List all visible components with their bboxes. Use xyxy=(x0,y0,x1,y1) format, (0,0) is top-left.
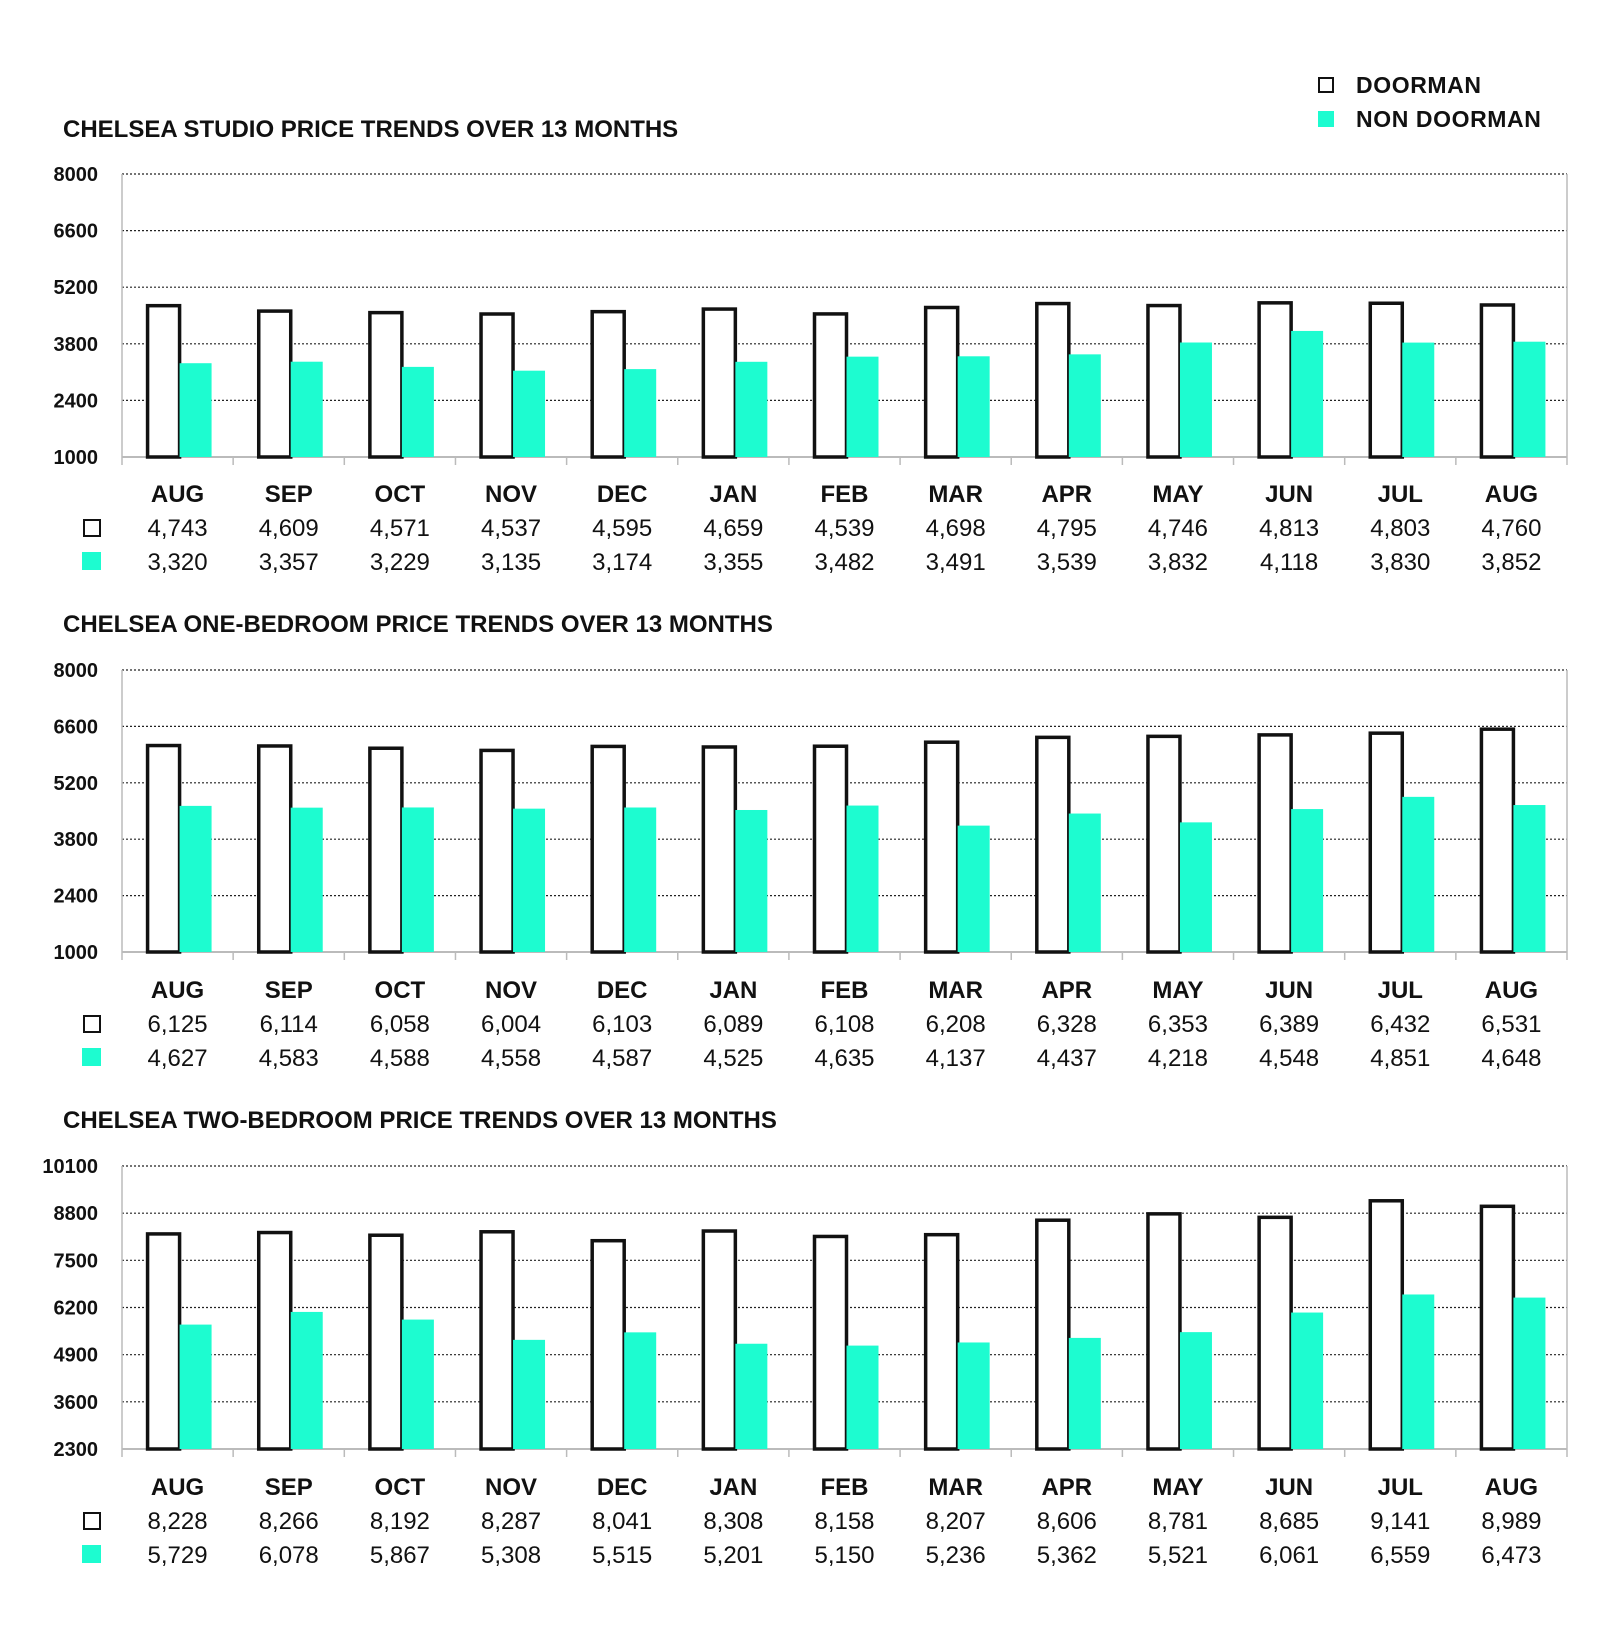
x-tick-label: DEC xyxy=(596,481,648,508)
data-label-doorman: 4,609 xyxy=(258,515,319,542)
bar-doorman xyxy=(1148,306,1180,457)
bar-non-doorman xyxy=(513,371,545,457)
bar-doorman xyxy=(1370,733,1402,952)
bar-doorman xyxy=(1481,1206,1513,1449)
data-label-non-doorman: 3,832 xyxy=(1147,549,1208,576)
data-label-non-doorman: 5,362 xyxy=(1036,1542,1097,1569)
bar-doorman xyxy=(1370,303,1402,457)
bar-non-doorman xyxy=(402,807,434,952)
data-label-doorman: 6,004 xyxy=(481,1011,542,1038)
data-label-non-doorman: 5,521 xyxy=(1147,1542,1208,1569)
bar-non-doorman xyxy=(847,1346,879,1449)
bar-non-doorman xyxy=(847,357,879,457)
y-tick-label: 3600 xyxy=(53,1391,98,1414)
data-label-doorman: 8,685 xyxy=(1259,1508,1320,1535)
data-label-doorman: 4,595 xyxy=(592,515,653,542)
x-tick-label: MAR xyxy=(928,481,983,508)
bar-non-doorman xyxy=(958,826,990,952)
bar-doorman xyxy=(703,309,735,457)
x-tick-label: APR xyxy=(1041,1474,1093,1501)
data-label-non-doorman: 3,355 xyxy=(703,549,764,576)
y-tick-label: 2400 xyxy=(53,390,98,413)
bar-doorman xyxy=(703,1231,735,1449)
data-label-non-doorman: 4,218 xyxy=(1147,1045,1208,1072)
doorman-row-marker-icon xyxy=(84,520,100,536)
data-label-doorman: 8,158 xyxy=(814,1508,875,1535)
x-tick-label: APR xyxy=(1041,977,1093,1004)
chart-title: CHELSEA STUDIO PRICE TRENDS OVER 13 MONTHS xyxy=(63,116,679,143)
data-label-doorman: 8,266 xyxy=(258,1508,319,1535)
y-tick-label: 8800 xyxy=(53,1203,98,1226)
bar-doorman xyxy=(1481,305,1513,457)
legend-label-doorman: DOORMAN xyxy=(1356,71,1482,98)
y-tick-label: 8000 xyxy=(53,660,98,682)
bar-non-doorman xyxy=(1513,805,1545,952)
data-label-non-doorman: 3,229 xyxy=(369,549,430,576)
y-tick-label: 3800 xyxy=(53,829,98,852)
data-label-non-doorman: 3,357 xyxy=(258,549,319,576)
data-label-non-doorman: 4,118 xyxy=(1259,549,1319,576)
bar-doorman xyxy=(926,742,958,952)
y-tick-label: 6200 xyxy=(53,1297,98,1320)
bar-doorman xyxy=(592,312,624,457)
data-label-non-doorman: 4,851 xyxy=(1370,1045,1431,1072)
data-label-doorman: 4,760 xyxy=(1481,515,1542,542)
data-label-doorman: 4,698 xyxy=(925,515,986,542)
bar-doorman xyxy=(259,1233,291,1449)
bar-non-doorman xyxy=(624,1332,656,1449)
data-label-doorman: 4,659 xyxy=(703,515,764,542)
bar-non-doorman xyxy=(1513,1298,1545,1449)
x-tick-label: JUN xyxy=(1265,1474,1314,1501)
bar-non-doorman xyxy=(1402,797,1434,952)
data-label-non-doorman: 4,627 xyxy=(147,1045,208,1072)
bar-non-doorman xyxy=(1291,1313,1323,1449)
bar-doorman xyxy=(1259,303,1291,457)
data-label-non-doorman: 5,867 xyxy=(369,1542,430,1569)
data-label-non-doorman: 3,491 xyxy=(925,549,986,576)
bar-non-doorman xyxy=(1069,814,1101,952)
bar-non-doorman xyxy=(735,810,767,952)
data-label-doorman: 8,192 xyxy=(369,1508,430,1535)
y-tick-label: 8000 xyxy=(53,164,98,186)
data-label-non-doorman: 3,830 xyxy=(1370,549,1431,576)
data-label-doorman: 6,089 xyxy=(703,1011,764,1038)
data-label-doorman: 4,571 xyxy=(369,515,430,542)
data-label-non-doorman: 4,635 xyxy=(814,1045,875,1072)
bar-doorman xyxy=(481,1232,513,1449)
bar-non-doorman xyxy=(735,1344,767,1449)
data-label-doorman: 8,989 xyxy=(1481,1508,1542,1535)
x-tick-label: DEC xyxy=(596,977,648,1004)
x-tick-label: MAY xyxy=(1152,1474,1204,1501)
x-tick-label: AUG xyxy=(1484,977,1539,1004)
bar-non-doorman xyxy=(958,356,990,457)
x-tick-label: FEB xyxy=(820,977,869,1004)
x-tick-label: OCT xyxy=(374,1474,426,1501)
x-tick-label: MAY xyxy=(1152,977,1204,1004)
bar-non-doorman xyxy=(291,362,323,457)
doorman-row-marker-icon xyxy=(84,1016,100,1032)
data-label-doorman: 4,537 xyxy=(481,515,542,542)
x-tick-label: JAN xyxy=(709,977,758,1004)
x-tick-label: AUG xyxy=(150,481,205,508)
bar-doorman xyxy=(1148,736,1180,952)
chart-panel-3 xyxy=(42,1107,1567,1569)
x-tick-label: OCT xyxy=(374,481,426,508)
chart-panel-2 xyxy=(54,611,1568,1072)
bar-non-doorman xyxy=(1291,331,1323,457)
bar-doorman xyxy=(1259,1217,1291,1449)
y-tick-label: 7500 xyxy=(53,1250,98,1273)
bar-doorman xyxy=(1037,304,1069,457)
data-label-non-doorman: 6,061 xyxy=(1259,1542,1320,1569)
bar-doorman xyxy=(592,1241,624,1449)
data-label-non-doorman: 3,320 xyxy=(147,549,208,576)
bar-doorman xyxy=(148,746,180,952)
data-label-doorman: 6,531 xyxy=(1481,1011,1542,1038)
x-tick-label: JUL xyxy=(1377,481,1423,508)
bar-non-doorman xyxy=(1180,1332,1212,1449)
bar-doorman xyxy=(1037,737,1069,952)
data-label-doorman: 8,228 xyxy=(147,1508,208,1535)
data-label-doorman: 4,743 xyxy=(147,515,208,542)
x-tick-label: MAR xyxy=(928,977,983,1004)
x-tick-label: SEP xyxy=(264,977,313,1004)
bar-doorman xyxy=(926,1235,958,1449)
bar-non-doorman xyxy=(402,367,434,457)
doorman-row-marker-icon xyxy=(84,1513,100,1529)
bar-non-doorman xyxy=(847,806,879,952)
bar-doorman xyxy=(259,311,291,457)
data-label-doorman: 6,432 xyxy=(1370,1011,1431,1038)
y-tick-label: 10100 xyxy=(42,1156,98,1178)
bar-doorman xyxy=(815,314,847,457)
data-label-doorman: 6,114 xyxy=(259,1011,318,1038)
non-doorman-row-marker-icon xyxy=(82,1545,101,1563)
data-label-doorman: 8,781 xyxy=(1147,1508,1208,1535)
data-label-non-doorman: 5,150 xyxy=(814,1542,875,1569)
data-label-non-doorman: 3,852 xyxy=(1481,549,1542,576)
bar-non-doorman xyxy=(180,1325,212,1449)
data-label-non-doorman: 3,135 xyxy=(481,549,542,576)
y-tick-label: 2400 xyxy=(53,885,98,908)
bar-non-doorman xyxy=(624,369,656,457)
bar-non-doorman xyxy=(1180,343,1212,457)
bar-doorman xyxy=(148,306,180,457)
chart-title: CHELSEA ONE-BEDROOM PRICE TRENDS OVER 13 MONTHS xyxy=(63,611,773,638)
data-label-non-doorman: 3,174 xyxy=(592,549,653,576)
bar-non-doorman xyxy=(624,807,656,952)
data-label-non-doorman: 6,559 xyxy=(1370,1542,1431,1569)
data-label-doorman: 4,539 xyxy=(814,515,875,542)
bar-non-doorman xyxy=(291,808,323,952)
x-tick-label: AUG xyxy=(150,1474,205,1501)
chart-title: CHELSEA TWO-BEDROOM PRICE TRENDS OVER 13 MONTHS xyxy=(63,1107,777,1134)
data-label-doorman: 8,207 xyxy=(925,1508,986,1535)
data-label-doorman: 6,389 xyxy=(1259,1011,1320,1038)
data-label-doorman: 8,041 xyxy=(592,1508,653,1535)
x-tick-label: DEC xyxy=(596,1474,648,1501)
x-tick-label: MAY xyxy=(1152,481,1204,508)
bar-doorman xyxy=(1037,1220,1069,1449)
data-label-non-doorman: 4,558 xyxy=(481,1045,542,1072)
bar-doorman xyxy=(259,746,291,952)
data-label-doorman: 8,606 xyxy=(1036,1508,1097,1535)
bar-non-doorman xyxy=(1291,809,1323,952)
bar-non-doorman xyxy=(513,809,545,952)
y-tick-label: 1000 xyxy=(53,447,98,469)
y-tick-label: 1000 xyxy=(53,942,98,964)
x-tick-label: SEP xyxy=(264,1474,313,1501)
bar-non-doorman xyxy=(958,1342,990,1449)
y-tick-label: 2300 xyxy=(53,1439,98,1461)
bar-doorman xyxy=(592,746,624,952)
bar-doorman xyxy=(815,1236,847,1449)
bar-doorman xyxy=(481,314,513,457)
x-tick-label: JAN xyxy=(709,1474,758,1501)
data-label-doorman: 6,058 xyxy=(369,1011,430,1038)
x-tick-label: NOV xyxy=(485,481,538,508)
y-tick-label: 4900 xyxy=(53,1344,98,1367)
data-label-non-doorman: 4,588 xyxy=(369,1045,430,1072)
data-label-doorman: 4,795 xyxy=(1036,515,1097,542)
data-label-doorman: 6,353 xyxy=(1147,1011,1208,1038)
bar-doorman xyxy=(370,313,402,457)
x-tick-label: SEP xyxy=(264,481,313,508)
x-tick-label: OCT xyxy=(374,977,426,1004)
y-tick-label: 5200 xyxy=(53,277,98,300)
bar-non-doorman xyxy=(1069,1338,1101,1449)
data-label-doorman: 6,328 xyxy=(1036,1011,1097,1038)
bar-non-doorman xyxy=(1069,354,1101,457)
data-label-doorman: 4,803 xyxy=(1370,515,1431,542)
non-doorman-row-marker-icon xyxy=(82,1048,101,1066)
x-tick-label: JUN xyxy=(1265,977,1314,1004)
data-label-non-doorman: 4,137 xyxy=(925,1045,986,1072)
data-label-doorman: 4,813 xyxy=(1259,515,1320,542)
data-label-non-doorman: 5,729 xyxy=(147,1542,208,1569)
data-label-doorman: 6,103 xyxy=(592,1011,653,1038)
y-tick-label: 6600 xyxy=(53,220,98,243)
data-label-non-doorman: 6,078 xyxy=(258,1542,319,1569)
legend-label-non-doorman: NON DOORMAN xyxy=(1356,105,1542,132)
data-label-doorman: 8,308 xyxy=(703,1508,764,1535)
bar-doorman xyxy=(1148,1214,1180,1449)
bar-non-doorman xyxy=(180,806,212,952)
bar-doorman xyxy=(926,307,958,457)
bar-doorman xyxy=(481,750,513,952)
data-label-non-doorman: 4,525 xyxy=(703,1045,764,1072)
bar-non-doorman xyxy=(402,1320,434,1449)
data-label-non-doorman: 5,236 xyxy=(925,1542,986,1569)
bar-doorman xyxy=(148,1234,180,1449)
data-label-doorman: 6,125 xyxy=(147,1011,208,1038)
x-tick-label: JAN xyxy=(709,481,758,508)
bar-doorman xyxy=(815,746,847,952)
data-label-non-doorman: 4,583 xyxy=(258,1045,319,1072)
x-tick-label: AUG xyxy=(1484,481,1539,508)
bar-doorman xyxy=(1259,735,1291,952)
x-tick-label: MAR xyxy=(928,1474,983,1501)
bar-non-doorman xyxy=(1402,1294,1434,1449)
data-label-doorman: 4,746 xyxy=(1147,515,1208,542)
x-tick-label: AUG xyxy=(150,977,205,1004)
data-label-non-doorman: 3,482 xyxy=(814,549,875,576)
y-tick-label: 3800 xyxy=(53,333,98,356)
x-tick-label: JUL xyxy=(1377,977,1423,1004)
y-tick-label: 6600 xyxy=(53,716,98,739)
x-tick-label: APR xyxy=(1041,481,1093,508)
chart-panel-1 xyxy=(54,116,1568,576)
data-label-doorman: 6,208 xyxy=(925,1011,986,1038)
data-label-non-doorman: 4,548 xyxy=(1259,1045,1320,1072)
bar-doorman xyxy=(703,747,735,952)
bar-non-doorman xyxy=(1180,822,1212,952)
bar-doorman xyxy=(370,748,402,952)
bar-non-doorman xyxy=(1513,342,1545,457)
x-tick-label: FEB xyxy=(820,481,869,508)
data-label-non-doorman: 5,201 xyxy=(703,1542,764,1569)
data-label-non-doorman: 5,308 xyxy=(481,1542,542,1569)
data-label-non-doorman: 6,473 xyxy=(1481,1542,1542,1569)
bar-non-doorman xyxy=(735,362,767,457)
data-label-doorman: 9,141 xyxy=(1370,1508,1431,1535)
x-tick-label: FEB xyxy=(820,1474,869,1501)
bar-doorman xyxy=(370,1235,402,1449)
data-label-non-doorman: 4,648 xyxy=(1481,1045,1542,1072)
data-label-non-doorman: 4,587 xyxy=(592,1045,653,1072)
x-tick-label: NOV xyxy=(485,1474,538,1501)
x-tick-label: JUN xyxy=(1265,481,1314,508)
bar-doorman xyxy=(1370,1201,1402,1449)
x-tick-label: NOV xyxy=(485,977,538,1004)
data-label-doorman: 8,287 xyxy=(481,1508,542,1535)
bar-non-doorman xyxy=(1402,343,1434,457)
data-label-doorman: 6,108 xyxy=(814,1011,875,1038)
data-label-non-doorman: 5,515 xyxy=(592,1542,653,1569)
x-tick-label: JUL xyxy=(1377,1474,1423,1501)
y-tick-label: 5200 xyxy=(53,772,98,795)
bar-non-doorman xyxy=(513,1340,545,1449)
bar-doorman xyxy=(1481,729,1513,952)
bar-non-doorman xyxy=(180,363,212,457)
non-doorman-row-marker-icon xyxy=(82,552,101,570)
data-label-non-doorman: 4,437 xyxy=(1036,1045,1097,1072)
bar-non-doorman xyxy=(291,1312,323,1449)
data-label-non-doorman: 3,539 xyxy=(1036,549,1097,576)
x-tick-label: AUG xyxy=(1484,1474,1539,1501)
